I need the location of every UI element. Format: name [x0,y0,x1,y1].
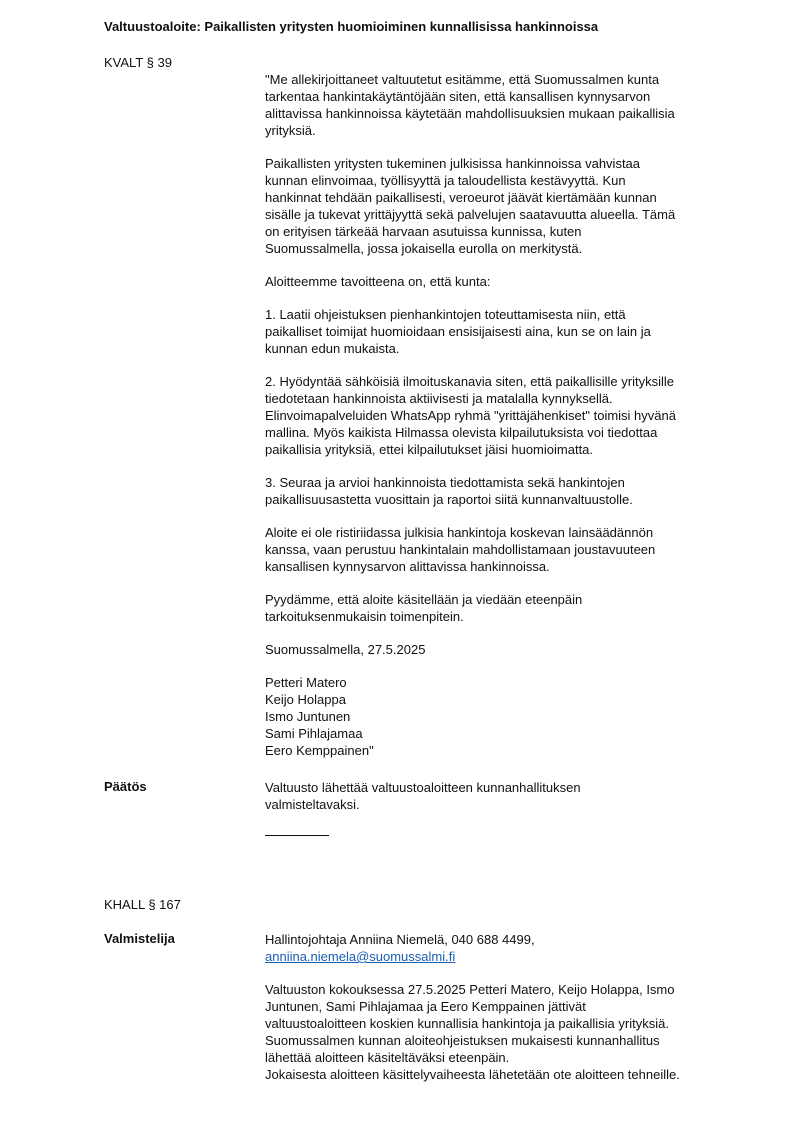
paragraph-line: 2. Hyödyntää sähköisiä ilmoituskanavia siten, että paikallisille yrityksille [265,374,674,389]
initiative-paragraph [265,474,745,508]
paragraph-line: Elinvoimapalveluiden WhatsApp ryhmä "yrittäjähenkiset" toimisi hyvänä [265,408,676,423]
document-title: Valtuustoaloite: Paikallisten yritysten huomioiminen kunnallisissa hankinnoissa [104,19,599,34]
khall-reference: KHALL § 167 [104,897,181,912]
signature-rule [265,835,329,836]
paragraph-line: Keijo Holappa [265,692,346,707]
paragraph-line: Valtuuston kokouksessa 27.5.2025 Petteri Matero, Keijo Holappa, Ismo [265,982,675,997]
initiative-paragraph [265,641,745,658]
preparer-paragraph [265,981,745,1083]
paragraph-line: paikalliset toimijat huomioidaan ensisijaisesti aina, kun se on lain ja [265,324,651,339]
paragraph-line: alittavissa hankinnoissa käytetään mahdollisuuksien mukaan paikallisia [265,106,675,121]
preparer-block [265,931,745,1083]
paragraph-line: Suomussalmella, 27.5.2025 [265,642,426,657]
paragraph-line: paikallisuusastetta vuosittain ja raportoi siitä kunnanvaltuustolle. [265,492,633,507]
preparer-email-link[interactable]: anniina.niemela@suomussalmi.fi [265,949,456,964]
paragraph-line: 1. Laatii ohjeistuksen pienhankintojen toteuttamisesta niin, että [265,307,626,322]
decision-label: Päätös [104,779,147,794]
paragraph-line: Aloite ei ole ristiriidassa julkisia hankintoja koskevan lainsäädännön [265,525,654,540]
decision-line: valmisteltavaksi. [265,797,360,812]
decision-text [265,779,745,836]
kvalt-reference: KVALT § 39 [104,55,172,70]
initiative-paragraph [265,155,745,257]
preparer-label: Valmistelija [104,931,175,946]
initiative-paragraph [265,71,745,139]
paragraph-line: kunnan elinvoimaa, työllisyyttä ja taloudellista kestävyyttä. Kun [265,173,626,188]
paragraph-line: hankinnat tehdään paikallisesti, veroeurot jäävät kiertämään kunnan [265,190,657,205]
initiative-paragraph [265,306,745,357]
paragraph-line: tarkentaa hankintakäytäntöjään siten, että kansallisen kynnysarvon [265,89,651,104]
paragraph-line: Eero Kemppainen" [265,743,374,758]
initiative-paragraph [265,524,745,575]
paragraph-line: kanssa, vaan perustuu hankintalain mahdollistamaan joustavuuteen [265,542,656,557]
paragraph-line: lähettää aloitteen käsiteltäväksi eteenpäin. [265,1050,510,1065]
initiative-paragraph [265,674,745,759]
paragraph-line: Juntunen, Sami Pihlajamaa ja Eero Kemppainen jättivät [265,999,586,1014]
paragraph-line: paikallisia yrityksiä, ettei kilpailutukset jäisi huomioimatta. [265,442,594,457]
paragraph-line: Sami Pihlajamaa [265,726,363,741]
paragraph-line: Paikallisten yritysten tukeminen julkisissa hankinnoissa vahvistaa [265,156,641,171]
paragraph-line: Suomussalmen kunnan aloiteohjeistuksen mukaisesti kunnanhallitus [265,1033,660,1048]
initiative-paragraph [265,373,745,458]
paragraph-line: Aloitteemme tavoitteena on, että kunta: [265,274,491,289]
decision-line: Valtuusto lähettää valtuustoaloitteen kunnanhallituksen [265,780,581,795]
paragraph-line: mallina. Myös kaikista Hilmassa olevista kilpailutuksista voi tiedottaa [265,425,658,440]
initiative-body [265,71,745,759]
paragraph-line: tarkoituksenmukaisin toimenpitein. [265,609,464,624]
paragraph-line: Suomussalmella, jossa jokaisella eurolla on merkitystä. [265,241,583,256]
paragraph-line: yrityksiä. [265,123,316,138]
preparer-text: Hallintojohtaja Anniina Niemelä, 040 688 4499, [265,932,535,947]
paragraph-line: kunnan edun mukaista. [265,341,400,356]
paragraph-line: Petteri Matero [265,675,347,690]
paragraph-line: "Me allekirjoittaneet valtuutetut esitämme, että Suomussalmen kunta [265,72,660,87]
paragraph-line: valtuustoaloitteen koskien kunnallisia hankintoja ja paikallisia yrityksiä. [265,1016,669,1031]
paragraph-line: 3. Seuraa ja arvioi hankinnoista tiedottamista sekä hankintojen [265,475,625,490]
paragraph-line: on erityisen tärkeää harvaan asutuissa kunnissa, kuten [265,224,582,239]
paragraph-line: kansallisen kynnysarvon alittavissa hankinnoissa. [265,559,550,574]
paragraph-line: Jokaisesta aloitteen käsittelyvaiheesta lähetetään ote aloitteen tehneille. [265,1067,680,1082]
paragraph-line: Ismo Juntunen [265,709,351,724]
initiative-paragraph [265,273,745,290]
paragraph-line: Pyydämme, että aloite käsitellään ja viedään eteenpäin [265,592,583,607]
paragraph-line: tiedotetaan hankinnoista aktiivisesti ja matalalla kynnyksellä. [265,391,613,406]
paragraph-line: sisälle ja tukevat yrittäjyyttä sekä palvelujen saatavuutta alueella. Tämä [265,207,676,222]
initiative-paragraph [265,591,745,625]
